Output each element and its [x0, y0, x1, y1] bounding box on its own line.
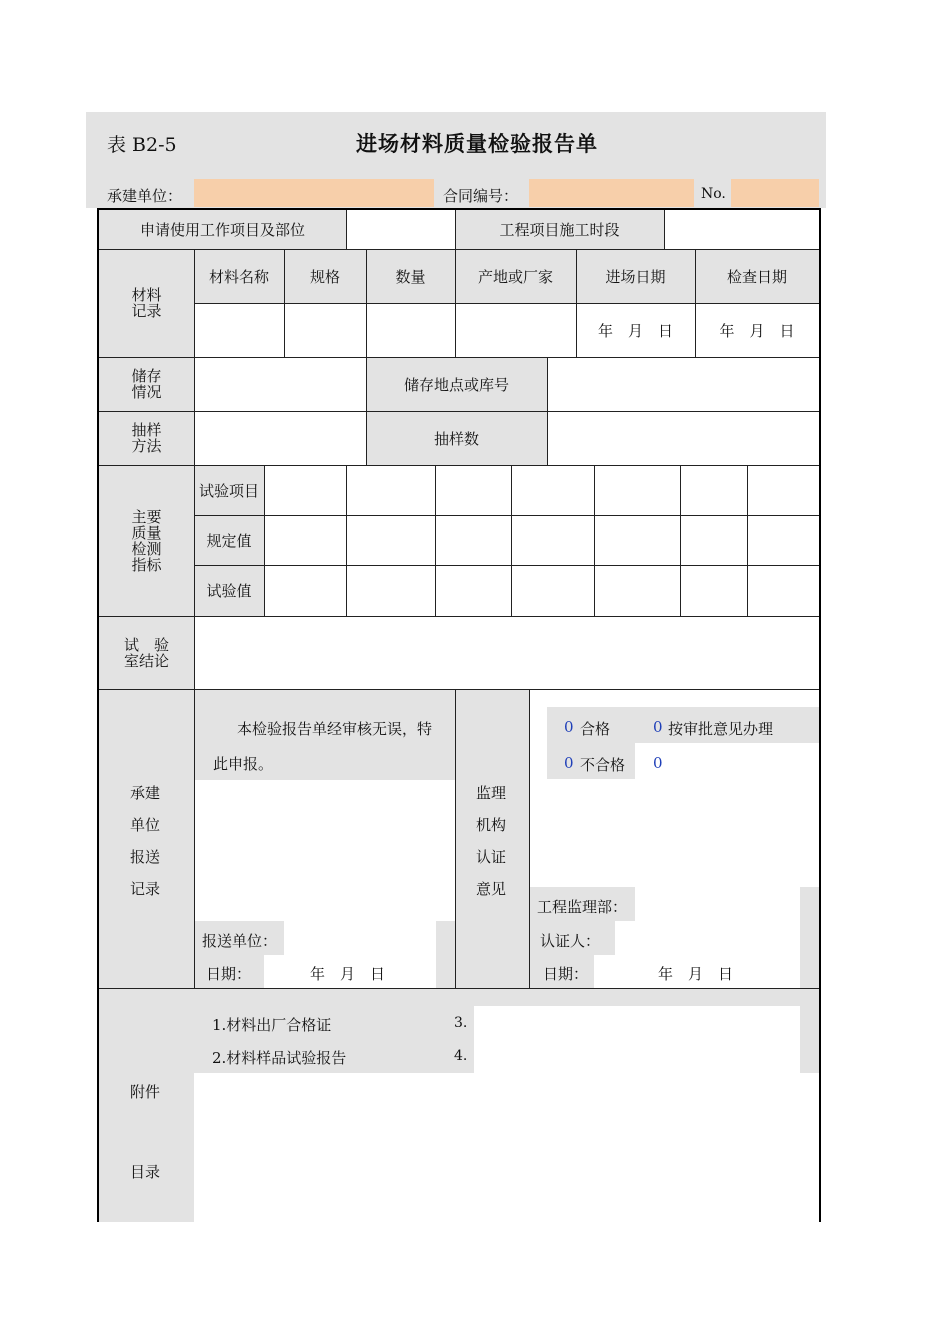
report-label-line-2: 单位: [130, 816, 161, 834]
contractor-field[interactable]: [194, 179, 434, 207]
attachment-item-3: 3.: [454, 1015, 468, 1031]
entry-date-value[interactable]: 年 月 日: [597, 321, 673, 340]
contract-no-field[interactable]: [529, 179, 694, 207]
attachments-label-line-2: 目录: [130, 1163, 161, 1181]
sampling-label-line-1: 抽样: [131, 421, 162, 439]
contractor-right-strip: [436, 921, 455, 989]
attachments-top-strip: [99, 989, 819, 1006]
storage-location-field[interactable]: [548, 358, 819, 411]
apply-value-field[interactable]: [347, 210, 455, 249]
storage-field[interactable]: [195, 358, 366, 411]
col-check-date: 检查日期: [726, 267, 787, 286]
attachment-item-3-field[interactable]: [474, 1006, 800, 1039]
sampling-count-label: 抽样数: [433, 429, 479, 448]
supervision-label-line-1: 监理: [476, 784, 507, 802]
storage-label-line-2: 情况: [131, 383, 162, 401]
stage-value-field[interactable]: [665, 210, 819, 249]
supervision-label-line-2: 机构: [476, 816, 507, 834]
contractor-date-label: 日期：: [206, 965, 252, 983]
pass-label: 合格: [580, 720, 611, 738]
fail-label: 不合格: [580, 756, 626, 774]
origin-field[interactable]: [456, 304, 576, 357]
no-field[interactable]: [731, 179, 819, 207]
col-material-name: 材料名称: [208, 267, 269, 286]
apply-label: 申请使用工作项目及部位: [139, 221, 305, 239]
attachments-right-strip: [800, 1006, 819, 1073]
col-entry-date: 进场日期: [605, 267, 666, 286]
attachment-item-2: 2.材料样品试验报告: [212, 1049, 347, 1067]
lab-label-line-1: 试 验: [123, 635, 169, 654]
spec-field[interactable]: [285, 304, 366, 357]
supervision-dept-label: 工程监理部：: [537, 898, 628, 916]
statement-line-2: 此申报。: [213, 755, 274, 773]
lab-conclusion-label: [99, 616, 194, 689]
storage-label-line-1: 储存: [131, 367, 162, 385]
approve-checkbox[interactable]: 0: [653, 718, 663, 736]
fail-extra-checkbox[interactable]: 0: [653, 754, 663, 772]
supervision-label-column: [455, 689, 529, 989]
approve-label: 按审批意见办理: [668, 720, 774, 738]
sampling-label-line-2: 方法: [131, 437, 162, 455]
material-name-field[interactable]: [195, 304, 284, 357]
supervision-right-strip: [800, 887, 819, 989]
form-title: 进场材料质量检验报告单: [356, 131, 598, 156]
form-code: 表 B2-5: [107, 134, 177, 156]
supervision-label-line-3: 认证: [476, 848, 507, 866]
storage-location-label: 储存地点或库号: [403, 375, 509, 394]
supervision-date-value[interactable]: 年 月 日: [658, 965, 734, 983]
attachment-item-4-field[interactable]: [474, 1039, 800, 1073]
certifier-label: 认证人：: [540, 932, 601, 950]
attachment-item-1: 1.材料出厂合格证: [212, 1016, 332, 1034]
materials-label-line-1: 材料: [131, 286, 162, 304]
lab-conclusion-field[interactable]: [195, 617, 819, 689]
report-label-line-4: 记录: [130, 880, 161, 898]
col-quantity: 数量: [395, 267, 426, 286]
no-label: No.: [701, 186, 726, 202]
spec-value-label: 规定值: [206, 531, 252, 550]
check-date-value[interactable]: 年 月 日: [719, 321, 795, 340]
lab-label-line-2: 室结论: [123, 651, 169, 670]
test-value-label: 试验值: [206, 582, 252, 600]
col-origin: 产地或厂家: [477, 267, 553, 286]
quality-label-line-2: 质量: [131, 523, 162, 542]
contractor-date-value[interactable]: 年 月 日: [310, 965, 386, 983]
materials-label-line-2: 记录: [131, 302, 162, 320]
col-spec: 规格: [309, 267, 340, 286]
attachment-item-4: 4.: [454, 1048, 468, 1064]
supervision-label-line-4: 意见: [476, 880, 507, 898]
quality-section-label: [99, 465, 194, 616]
contract-no-label: 合同编号：: [443, 187, 519, 205]
statement-line-1: 本检验报告单经审核无误，特: [237, 720, 433, 738]
fail-checkbox[interactable]: 0: [564, 754, 574, 772]
test-item-label: 试验项目: [198, 481, 259, 500]
materials-section-label: [99, 249, 194, 357]
pass-checkbox[interactable]: 0: [564, 718, 574, 736]
quality-label-line-4: 指标: [131, 555, 162, 574]
report-label-line-1: 承建: [130, 784, 161, 802]
report-label-line-3: 报送: [130, 848, 161, 866]
storage-label: [99, 357, 194, 411]
quality-label-line-1: 主要: [131, 507, 162, 526]
submit-unit-label: 报送单位：: [202, 932, 278, 950]
contractor-label: 承建单位：: [107, 187, 183, 205]
attachments-label-line-1: 附件: [130, 1083, 161, 1101]
stage-label: 工程项目施工时段: [499, 221, 620, 239]
sampling-label: [99, 411, 194, 465]
sampling-method-field[interactable]: [195, 412, 366, 465]
sampling-count-field[interactable]: [548, 412, 819, 465]
quality-label-line-3: 检测: [131, 539, 162, 558]
supervision-date-label: 日期：: [543, 965, 589, 983]
quantity-field[interactable]: [367, 304, 455, 357]
